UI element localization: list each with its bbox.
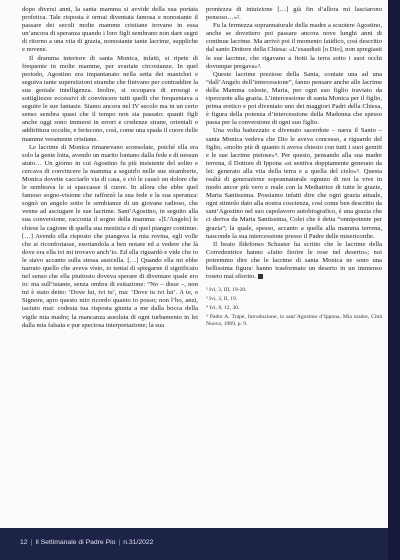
article-paragraph: Il dramma interiore di santa Monica, infatti, si ripete di frequente in molte mamme, per svariate circostanze. In quel periodo, Agostino era impantanato nella setta dei manichei e seguiva tante superstizioni strambe che finivano per contraddire la sua geniale intelligenza. Inoltre, si occupava di erosogi e sottigliezze eccessivi di convincere tutti quelli che frequentava a seguire le sue fantasie. Siamo ancora nel IV secolo ma in un certo senso sembra quasi che il tempo non sia passato: quanti figli anche oggi sono immersi in errori e credenze strane, orientali o addirittura occulte, e feriscono, così, come una spada il cuore delle mamme veramente cristiane.	[22, 54, 198, 143]
article-paragraph: Fu la fermezza soprannaturale della madre a scuotere Agostino, anche se dovettero poi passare ancora nove lunghi anni di continue lacrime. Ma arrivò poi il momento fatidico, così descritto dal santo Dottore della Chiesa: «L’esaudisti [o Dio], non spregiasti le sue lacrime, che rigavano a fiotti la terra sotto i suoi occhi dovunque pregava»³.	[206, 22, 382, 70]
article-paragraph-final	[206, 241, 382, 281]
separator: |	[118, 539, 121, 546]
footnote: ³ Ivi, 3, II, 19.	[206, 296, 238, 303]
article-paragraph: Le lacrime di Monica rimanevano sconsolate, poiché ella era solo la gente lotta, avendo un marito lontano dalla fede e di nessun aiuto… Un giorno in cui Agostino fu più insistente del solito e cercava di convincere la mamma a seguirlo nelle sue stramberie, Monica dovette cacciarlo via di casa, e ciò le causò un dolore che le sembrava le si spaccasse il cuore. In allora che ebbe quel famoso sogno-visione che rafforzò la sua fede e la sua speranza: sognò un angelo sotto le sembianze di un giovane radioso, che venne ad asciugare le sue lacrime. Sant’Agostino, in seguito alla sua conversione, racconta il sogno della mamma: «[L’Angelo] le chiese la cagione di quella sua mestizia e di quel pianger continuo. […] Avendo ella risposto che piangeva la mia rovina, egli volle che si riconfortasse, esortandola a ben notare ed a vedere che là dove era ella ivi mi trovavo anch’io. Ed ella riguardò e vide che io le stavo accanto sulla stessa assicella. […] Quando ella mi ebbe narrato quello che aveva visto, io tentai di spiegarne il significato nel senso che ella piuttosto doveva sperare di diventare quale ero io: ma sull’istante, senza ombra di esitazione: “No – disse –, non mi è stato detto: ‘Dove lui, ivi tu’, ma: ‘Dove tu ivi lui’. A te, o Signore, apro questo mio ricordo quanto io posso; non l’ho, anzi, taciuto mai: codesta tua risposta giunta a me dalla bocca della vigile mia madre; la mancanza assoluta di ogni turbamento in lei dalla mia falsata e pur speciosa interpretazione; la sua	[22, 143, 198, 329]
page-footer	[0, 528, 400, 560]
page-edge-decoration	[388, 0, 400, 560]
footnote: ⁴ Ivi, 8, 12, 30.	[206, 305, 240, 312]
footnote: ⁵ Padre A. Trapè, Introduzione, in sant’Agostino d’Ippona, Mia madre, Città Nuova, 1989, p. 9.	[206, 314, 382, 328]
article-paragraph: dopo diversi anni, la santa mamma si avvide della sua portata profetica. Tale risposta è ormai diventata famosa e nonostante il passare dei secoli molte mamme cristiane trovano in essa un’ancora di speranza quando i loro figli sembrano non dare segni di ritorno a una vita di grazia, nonostante tante lacrime, suppliche e novene.	[22, 6, 198, 54]
separator: |	[30, 539, 33, 546]
page-number: 12	[20, 539, 28, 546]
footnote: ² Ivi, 3, III, 19-20.	[206, 287, 247, 294]
article-paragraph: Queste lacrime preziose della Santa, contate una ad una “dall’Angelo dell’intercessione”, fanno pensare anche alle lacrime della Mamma celeste, Maria, per ogni suo figlio traviato da ripercuote alla grazia. L’intercessione di santa Monica per il figlio, prima eretico e poi diventato uno dei maggiori Padri della Chiesa, è figura della potenza d’intercessione della Madonna che spesso passa per la conversione di ogni suo figlio.	[206, 70, 382, 127]
article-paragraph: Una volta battezzato e divenuto sacerdote – narra il Santo – santa Monica vedeva che Dio le aveva concesso, a riguardo del figlio, «molto più di quanto ti aveva chiesto con tutti i suoi gemiti e le sue lacrime pietose»⁴. Per questo, pensando alla sua madre terrena, il Dottore di Ippona «si sentiva doppiamente generato da lei: generato alla vita della terra e a quella del cielo»⁵. Questa realtà di generazione soprannaturale ognuno di noi la vive in modo ancor più vero e reale con la Mediatrice di tutte le grazie, Maria Santissima. Possiamo infatti dire che ogni grazia attuale, ogni stimolo dato alla nostra coscienza, così come ben descritto da sant’Agostino nel suo capolavoro autobiografico, è una grazia che ci deriva da Maria Santissima, Colei che è detta “onnipotente per grazia”; la quale, spesso, accanto a quella alla mamma terrena, nasconde la sua intercessione presso il Padre delle misericordie.	[206, 127, 382, 240]
article-paragraph: prontezza di intuizione […] già fin d’allora mi lasciarono pensoso…»².	[206, 6, 382, 22]
issue-number: n.31/2022	[123, 539, 154, 546]
article-column-left	[22, 6, 198, 330]
footer-text	[20, 539, 153, 546]
article-paragraph-text: Il beato Ildefonso Schuster ha scritto che le lacrime della Corredentrice hanno «fatto fiorire le rose nel deserto»; noi potremmo dire che le lacrime di santa Monica ne sono una bellissima figura: hanno trasformato un deserto in un immenso roseto mai sfiorito.	[206, 240, 382, 281]
article-column-right	[206, 6, 382, 330]
end-of-article-square-icon	[258, 274, 263, 279]
magazine-title: Il Settimanale di Padre Pio	[35, 539, 116, 546]
footnotes	[206, 287, 382, 328]
